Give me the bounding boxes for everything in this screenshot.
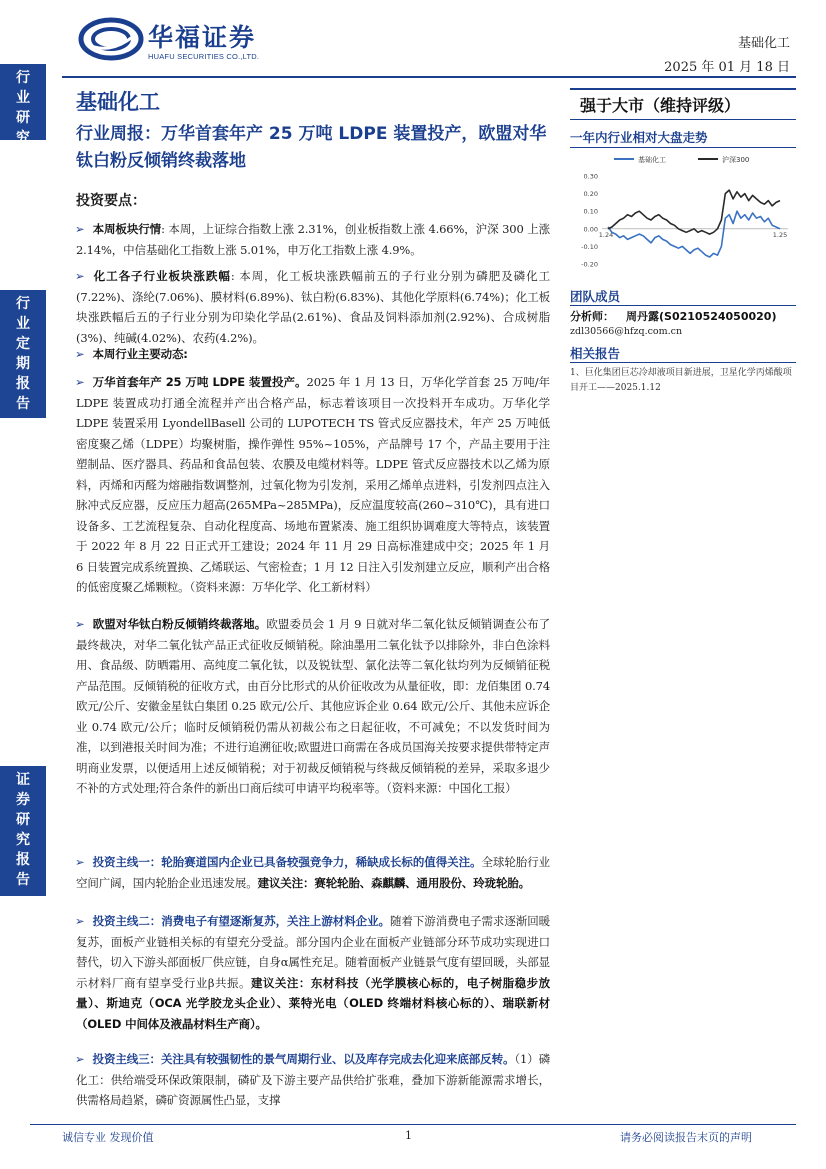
sidebar-char: 期 bbox=[16, 356, 30, 372]
paragraph-theme-1 bbox=[76, 852, 550, 893]
sidebar-char: 究 bbox=[16, 130, 30, 146]
header-date: 2025 年 01 月 18 日 bbox=[664, 60, 790, 75]
chart-heading: 一年内行业相对大盘走势 bbox=[570, 130, 708, 145]
paragraph-subsectors bbox=[76, 266, 550, 348]
bullet-arrow-icon: ➢ bbox=[75, 222, 85, 236]
logo-name-en: HUAFU SECURITIES CO.,LTD. bbox=[148, 52, 260, 61]
paragraph-lead: 化工各子行业板块涨跌幅 bbox=[92, 269, 231, 283]
x-tick-label: 1.25 bbox=[772, 230, 788, 239]
paragraph-wanhua-ldpe bbox=[76, 372, 550, 598]
legend-label: 沪深300 bbox=[722, 156, 750, 164]
section-divider bbox=[570, 362, 796, 363]
footer-slogan: 诚信专业 发现价值 bbox=[62, 1131, 154, 1144]
sector-title: 基础化工 bbox=[76, 90, 160, 114]
legend-label: 基础化工 bbox=[638, 156, 666, 164]
paragraph-text: 欧盟委员会 1 月 9 日就对华二氧化钛反倾销调查公布了最终裁决，对华二氧化钛产品正式征收反倾销税。除油墨用二氧化钛予以排除外，非白色涂料用、食品级、防晒霜用、高纯度二氧化钛，以及锐钛型、氯化法等二氧化钛均列为反倾销征税产品范围。反倾销税的征收方式，由百分比形式的从价征收改为从量征收，即：龙佰集团 0.74 欧元/公斤、安徽金星钛白集团 0.25 欧元/公斤、其他应诉企业 0.64 欧元/公斤、其他未应诉企业 0.74 欧元/公斤；临时反倾销税仍需从初裁公布之日起征收，不可减免；不以发货时间为准，以到港报关时间为准；不进行追溯征收;欧盟进口商需在各成员国海关按要求提供带特定声明商业发票，以便适用上述反倾销税；对于初裁反倾销税与终裁反倾销税的差异，采取多退少不补的方式处理;符合条件的新出口商后续可申请平均税率等。（资料来源：中国化工报） bbox=[76, 617, 550, 795]
bullet-arrow-icon: ➢ bbox=[75, 347, 85, 361]
paragraph-recommend: 建议关注：东材科技（光学膜核心标的，电子树脂稳步放量）、斯迪克（OCA 光学胶龙头企业）、莱特光电（OLED 终端材料核心标的）、瑞联新材（OLED 中间体及液晶材料生产商）。 bbox=[76, 975, 550, 1031]
rating: 强于大市（维持评级） bbox=[580, 96, 741, 115]
paragraph-text: : 本周，化工板块涨跌幅前五的子行业分别为磷肥及磷化工(7.22%)、涤纶(7.06%)、膜材料(6.89%)、钛白粉(6.83%)、其他化学原料(6.74%)；化工板块涨跌幅后五的子行业分别为印染化学品(2.61%)、食品及饲料添加剂(2.92%)、合成树脂(3%)、纯碱(4.02%)、农药(4.2%)。 bbox=[76, 269, 550, 345]
company-logo bbox=[78, 14, 288, 64]
sidebar-char: 业 bbox=[16, 90, 30, 106]
paragraph-eu-tio2 bbox=[76, 614, 550, 799]
analyst-line bbox=[570, 308, 796, 324]
paragraph-lead: 投资主线一：轮胎赛道国内企业已具备较强竞争力，稀缺成长标的值得关注。 bbox=[92, 855, 482, 869]
series-line bbox=[608, 211, 780, 257]
sidebar-char: 报 bbox=[16, 852, 30, 868]
paragraph-text: 2025 年 1 月 13 日，万华化学首套 25 万吨/年 LDPE 装置成功打通全流程并产出合格产品，标志着该项目一次投料开车成功。万华化学 LDPE 装置采用 LyondellBasell 公司的 LUPOTECH TS 管式反应器技术，年产 25 万吨低密度聚乙烯（LDPE）均聚树脂，操作弹性 95%~105%，产品牌号 17 个，产品主要用于注塑制品、医疗器具、药品和食品包装、农膜及电缆材料等。LDPE 管式反应器技术以乙烯为原料，丙烯和丙醛为熔融指数调整剂，过氧化物为引发剂，采用乙烯单点进料，引发剂四点注入脉冲式反应器，反应压力超高(265MPa~285MPa)，反应温度较高(260~310℃)，具有进口设备多、工艺流程复杂、自动化程度高、场地布置紧凑、施工组织协调难度大等特点，该装置于 2022 年 8 月 22 日正式开工建设；2024 年 11 月 29 日高标准建成中交；2025 年 1 月 6 日装置完成系统置换、乙烯联运、气密检查；1 月 12 日注入引发剂建立反应，顺利产出合格的低密度聚乙烯颗粒。（资料来源：万华化学、化工新材料） bbox=[76, 375, 550, 594]
logo-emblem-icon bbox=[78, 14, 144, 64]
sidebar-char: 究 bbox=[16, 832, 30, 848]
paragraph-lead: 投资主线二：消费电子有望逐渐复苏，关注上游材料企业。 bbox=[92, 914, 390, 928]
team-heading: 团队成员 bbox=[570, 289, 621, 304]
section-divider bbox=[570, 305, 796, 306]
logo-name-cn: 华福证券 bbox=[148, 23, 257, 52]
footer-divider bbox=[30, 1124, 796, 1125]
paragraph-recommend: 建议关注：赛轮轮胎、森麒麟、通用股份、玲珑轮胎。 bbox=[257, 875, 531, 890]
analyst-email[interactable]: zdl30566@hfzq.com.cn bbox=[570, 326, 683, 337]
keypoints-heading: 投资要点： bbox=[76, 193, 146, 209]
sidebar-char: 研 bbox=[16, 110, 30, 126]
header-sector: 基础化工 bbox=[737, 36, 790, 51]
paragraph-market bbox=[76, 219, 550, 260]
page-number: 1 bbox=[405, 1129, 412, 1142]
footer-disclaimer: 请务必阅读报告末页的声明 bbox=[620, 1131, 752, 1144]
series-line bbox=[608, 190, 780, 234]
sidebar-tag-periodic-report bbox=[0, 290, 46, 418]
sidebar-char: 研 bbox=[16, 812, 30, 828]
paragraph-lead: 欧盟对华钛白粉反倾销终裁落地。 bbox=[92, 617, 267, 631]
sidebar-char: 行 bbox=[16, 296, 30, 312]
bullet-arrow-icon: ➢ bbox=[75, 855, 85, 869]
bullet-arrow-icon: ➢ bbox=[75, 617, 85, 631]
sidebar-char: 券 bbox=[16, 792, 30, 808]
paragraph-text: 全球轮胎行业空间广阔，国内轮胎企业迅速发展。 bbox=[76, 855, 550, 890]
x-tick-label: 1.24 bbox=[598, 230, 614, 239]
sidebar-char: 证 bbox=[16, 772, 30, 788]
sidebar-char: 业 bbox=[16, 316, 30, 332]
relative-performance-chart bbox=[570, 150, 796, 276]
paragraph-lead: 万华首套年产 25 万吨 LDPE 装置投产。 bbox=[92, 375, 307, 389]
related-heading: 相关报告 bbox=[570, 346, 621, 361]
header-divider bbox=[62, 76, 796, 78]
sidebar-tag-industry-research bbox=[0, 64, 46, 146]
analyst-name: 周丹露(S0210524050020) bbox=[626, 310, 777, 323]
y-tick-label: 0.30 bbox=[583, 172, 598, 181]
bullet-arrow-icon: ➢ bbox=[75, 375, 85, 389]
paragraph-lead: 投资主线三：关注具有较强韧性的景气周期行业、以及库存完成去化迎来底部反转。 bbox=[92, 1052, 515, 1066]
y-tick-label: -0.10 bbox=[581, 242, 598, 251]
chart-lines bbox=[608, 190, 780, 257]
paragraph-lead: 本周板块行情 bbox=[92, 222, 162, 236]
paragraph-theme-3 bbox=[76, 1049, 550, 1111]
y-tick-label: -0.20 bbox=[581, 260, 598, 269]
related-report-item[interactable]: 1、巨化集团巨芯冷却液项目新进展，卫星化学丙烯酸项目开工——2025.1.12 bbox=[570, 368, 792, 393]
paragraph-text: : 本周，上证综合指数上涨 2.31%，创业板指数上涨 4.66%，沪深 300 上涨 2.14%，中信基础化工指数上涨 5.01%，申万化工指数上涨 4.9%。 bbox=[76, 222, 550, 257]
sidebar-tag-securities-report bbox=[0, 766, 46, 896]
sidebar-char: 报 bbox=[16, 376, 30, 392]
paragraph-text: 随着下游消费电子需求逐渐回暖复苏，面板产业链相关标的有望充分受益。部分国内企业在面板产业链部分环节成功实现进口替代，切入下游头部面板厂供应链，自身α属性充足。随着面板产业链景气度有望回暖，头部显示材料厂商有望享受行业β共振。 bbox=[76, 914, 550, 990]
y-tick-label: 0.00 bbox=[583, 225, 598, 234]
sidebar-char: 行 bbox=[16, 70, 30, 86]
y-tick-label: 0.10 bbox=[583, 207, 598, 216]
analyst-label: 分析师： bbox=[570, 310, 614, 323]
paragraph-dynamics-heading bbox=[76, 344, 550, 365]
bullet-arrow-icon: ➢ bbox=[75, 269, 85, 283]
sidebar-char: 告 bbox=[16, 872, 30, 888]
paragraph-theme-2 bbox=[76, 911, 550, 1034]
paragraph-lead: 本周行业主要动态: bbox=[92, 347, 188, 361]
bullet-arrow-icon: ➢ bbox=[75, 914, 85, 928]
y-tick-label: 0.20 bbox=[583, 190, 598, 199]
bullet-arrow-icon: ➢ bbox=[75, 1052, 85, 1066]
section-divider bbox=[570, 147, 796, 148]
report-title: 行业周报：万华首套年产 25 万吨 LDPE 装置投产，欧盟对华钛白粉反倾销终裁落地 bbox=[76, 124, 547, 171]
sidebar-char: 定 bbox=[16, 336, 30, 352]
chart-legend bbox=[614, 155, 749, 164]
paragraph-text: （1）磷化工：供给端受环保政策限制，磷矿及下游主要产品供给扩张难，叠加下游新能源需求增长，供需格局趋紧，磷矿资源属性凸显，支撑 bbox=[76, 1052, 550, 1107]
chart-axes bbox=[581, 173, 788, 269]
sidebar-char: 告 bbox=[16, 396, 30, 412]
